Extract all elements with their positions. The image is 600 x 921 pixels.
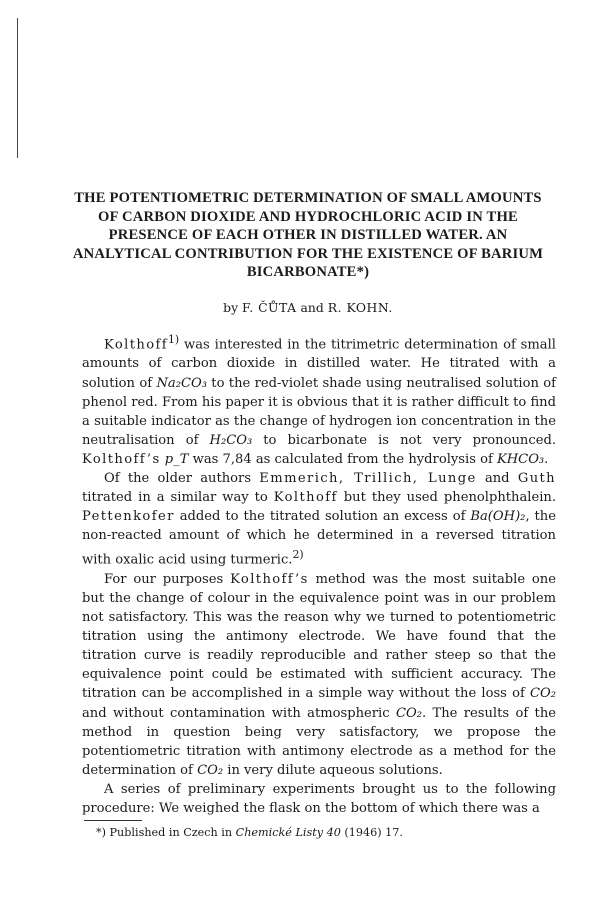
author-name: R. KOHN. — [327, 300, 393, 315]
text-run: but they used phenolphthalein. — [337, 490, 557, 506]
author-ref: Kolthoff’s — [82, 451, 161, 467]
body-text — [82, 330, 556, 818]
text-run: . — [544, 451, 549, 467]
text-run: , the non-reacted amount of which he determined in a reversed titration with oxalic acid using turmeric. — [82, 509, 556, 568]
text-run: For our purposes — [104, 571, 231, 587]
formula: p_T — [164, 451, 189, 467]
text-run: Published in Czech in — [105, 826, 236, 839]
author-ref: Kolthoff — [273, 490, 338, 506]
text-run: in very dilute aqueous solutions. — [223, 762, 443, 778]
text-run: method was the most suitable one but the change of colour in the equivalence point was in our problem not satisfactory. This was the reason why we turned to potentiometric titration using the antimony electrode. We have found that the titration curve is readily reproducible and rather steep so that the equivalence point could be estimated with sufficient accuracy. The titration can be accomplished in a simple way without the loss of — [82, 571, 556, 702]
text-run: to bicarbonate is not very pronounced. — [252, 432, 556, 448]
author-ref: Pettenkofer — [82, 509, 175, 525]
by-text: by — [223, 300, 239, 315]
text-run: added to the titrated solution an excess of — [174, 509, 471, 525]
footnote — [96, 826, 403, 839]
author-name: F. ČŮTA — [242, 300, 297, 315]
journal-volume: 40 — [326, 826, 341, 839]
text-run: was interested in the titrimetric determination of small amounts of carbon dioxide in distilled water. He titrated with a solution of — [82, 337, 556, 391]
footnote-rule — [84, 820, 142, 821]
formula: KHCO₃ — [496, 451, 545, 467]
formula: Ba(OH)₂ — [470, 509, 526, 525]
text-run: and — [476, 471, 518, 487]
and-text: and — [300, 300, 324, 315]
footnote-mark: *) — [96, 826, 106, 839]
paragraph-4: A series of preliminary experiments brought us to the following procedure: We weighed the flask on the bottom of which there was a — [82, 781, 556, 816]
paragraph-1 — [82, 330, 556, 469]
author-ref: Emmerich, Trillich, Lunge — [259, 471, 477, 487]
formula: H₂CO₃ — [209, 432, 253, 448]
text-run: to the red-violet shade using neutralised solution of phenol red. From his paper it is obvious that it is rather difficult to find a suitable indicator as the change of hydrogen ion concentration in the neutralisation of — [82, 375, 556, 448]
author-ref: Kolthoff — [104, 337, 168, 353]
text-run: and without contamination with atmospheric — [82, 705, 396, 721]
formula: Na₂CO₃ — [156, 375, 207, 391]
paragraph-3 — [82, 570, 556, 780]
author-ref: Kolthoff’s — [230, 571, 309, 587]
text-run: (1946) 17. — [340, 826, 403, 839]
formula: CO₂ — [197, 762, 224, 778]
footnote-ref: 2) — [292, 548, 304, 562]
formula: CO₂ — [529, 686, 556, 702]
journal-name: Chemické Listy — [235, 826, 324, 839]
paper-title: THE POTENTIOMETRIC DETERMINATION OF SMALL AMOUNTS OF CARBON DIOXIDE AND HYDROCHLORIC ACID IN THE PRESENCE OF EACH OTHER IN DISTILLED WATER. AN ANALYTICAL CONTRIBUTION FOR THE EXISTENCE OF BARIUM BICARBONATE*) — [72, 190, 544, 281]
author-line — [68, 300, 548, 315]
footnote-ref: 1) — [167, 333, 180, 346]
author-ref: Guth — [517, 471, 557, 487]
paragraph-2 — [82, 469, 556, 570]
text-run: titrated in a similar way to — [82, 490, 274, 506]
text-run: was 7,84 as calculated from the hydrolysis of — [188, 451, 497, 467]
text-run: . The results of the method in question being very satisfactory, we propose the potentiometric titration with antimony electrode as a method for the determination of — [82, 705, 556, 778]
formula: CO₂ — [395, 705, 422, 721]
margin-rule — [17, 18, 18, 158]
text-run: Of the older authors — [104, 471, 260, 487]
